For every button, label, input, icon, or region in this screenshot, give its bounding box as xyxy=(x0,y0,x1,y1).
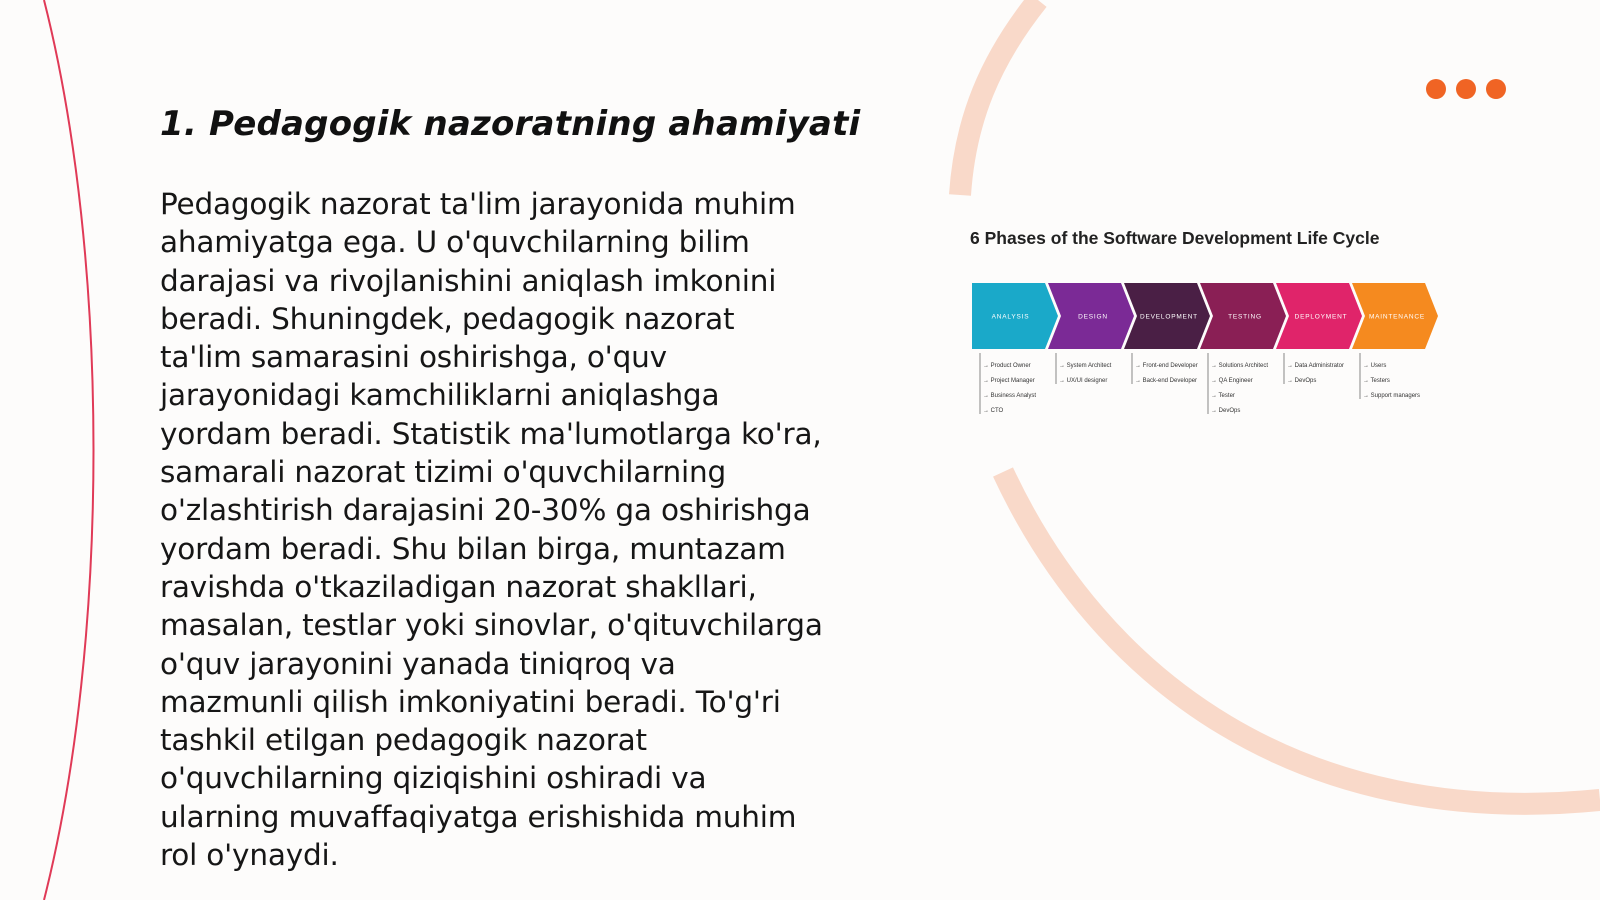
role-item: → Back-end Developer xyxy=(1135,378,1198,384)
body-line: masalan, testlar yoki sinovlar, o'qituvchilarga xyxy=(160,608,823,643)
role-item: → Support managers xyxy=(1363,393,1421,399)
role-item: → DevOps xyxy=(1211,408,1241,414)
phase-label: DEPLOYMENT xyxy=(1294,313,1348,321)
role-item: → UX/UI designer xyxy=(1059,378,1108,384)
body-line: o'quvchilarning qiziqishini oshiradi va xyxy=(160,761,707,796)
role-item: → Project Manager xyxy=(983,378,1035,384)
sdlc-figure xyxy=(970,228,1440,428)
body-line: yordam beradi. Shu bilan birga, muntazam xyxy=(160,531,786,566)
role-item: → Business Analyst xyxy=(983,393,1037,399)
body-line: mazmunli qilish imkoniyatini beradi. To'g'ri xyxy=(160,684,781,719)
slide-body xyxy=(160,185,840,874)
body-line: o'zlashtirish darajasini 20-30% ga oshirishga xyxy=(160,493,811,528)
role-item: → QA Engineer xyxy=(1211,378,1253,384)
dots-menu xyxy=(1426,79,1506,99)
ring-arc-top xyxy=(960,0,1038,195)
phase-label: MAINTENANCE xyxy=(1368,313,1426,321)
body-line: ahamiyatga ega. U o'quvchilarning bilim xyxy=(160,225,750,260)
dot xyxy=(1486,79,1506,99)
left-edge-curve xyxy=(44,0,94,900)
role-item: → Tester xyxy=(1211,393,1235,399)
role-item: → Front-end Developer xyxy=(1135,363,1198,369)
slide-title: 1. Pedagogik nazoratning ahamiyati xyxy=(160,104,861,144)
phase-label: DESIGN xyxy=(1078,313,1108,321)
phase-label: DEVELOPMENT xyxy=(1140,313,1198,321)
role-item: → Users xyxy=(1363,363,1387,369)
phase-label: ANALYSIS xyxy=(991,313,1030,321)
dot xyxy=(1426,79,1446,99)
dot xyxy=(1456,79,1476,99)
sdlc-diagram xyxy=(970,283,1440,433)
role-item: → Testers xyxy=(1363,378,1390,384)
role-item: → Data Administrator xyxy=(1287,363,1345,369)
role-item: → Solutions Architect xyxy=(1211,363,1269,369)
body-line: rol o'ynaydi. xyxy=(160,838,339,873)
body-line: yordam beradi. Statistik ma'lumotlarga ko'ra, xyxy=(160,416,822,451)
body-line: ularning muvaffaqiyatga erishishida muhim xyxy=(160,799,797,834)
body-line: tashkil etilgan pedagogik nazorat xyxy=(160,723,647,758)
ring-arc-bottom xyxy=(1003,472,1600,804)
body-line: samarali nazorat tizimi o'quvchilarning xyxy=(160,455,726,490)
figure-title: 6 Phases of the Software Development Life Cycle xyxy=(970,228,1380,248)
body-line: jarayonidagi kamchiliklarni aniqlashga xyxy=(160,378,720,413)
role-item: → CTO xyxy=(983,408,1004,414)
body-line: ravishda o'tkaziladigan nazorat shakllari, xyxy=(160,569,757,604)
body-line: beradi. Shuningdek, pedagogik nazorat xyxy=(160,301,735,336)
role-item: → DevOps xyxy=(1287,378,1317,384)
role-item: → System Architect xyxy=(1059,363,1112,369)
body-line: ta'lim samarasini oshirishga, o'quv xyxy=(160,340,667,375)
body-line: Pedagogik nazorat ta'lim jarayonida muhim xyxy=(160,187,796,221)
role-item: → Product Owner xyxy=(983,363,1031,369)
body-line: darajasi va rivojlanishini aniqlash imkonini xyxy=(160,263,777,298)
phase-label: TESTING xyxy=(1228,313,1262,321)
body-line: o'quv jarayonini yanada tiniqroq va xyxy=(160,646,676,681)
